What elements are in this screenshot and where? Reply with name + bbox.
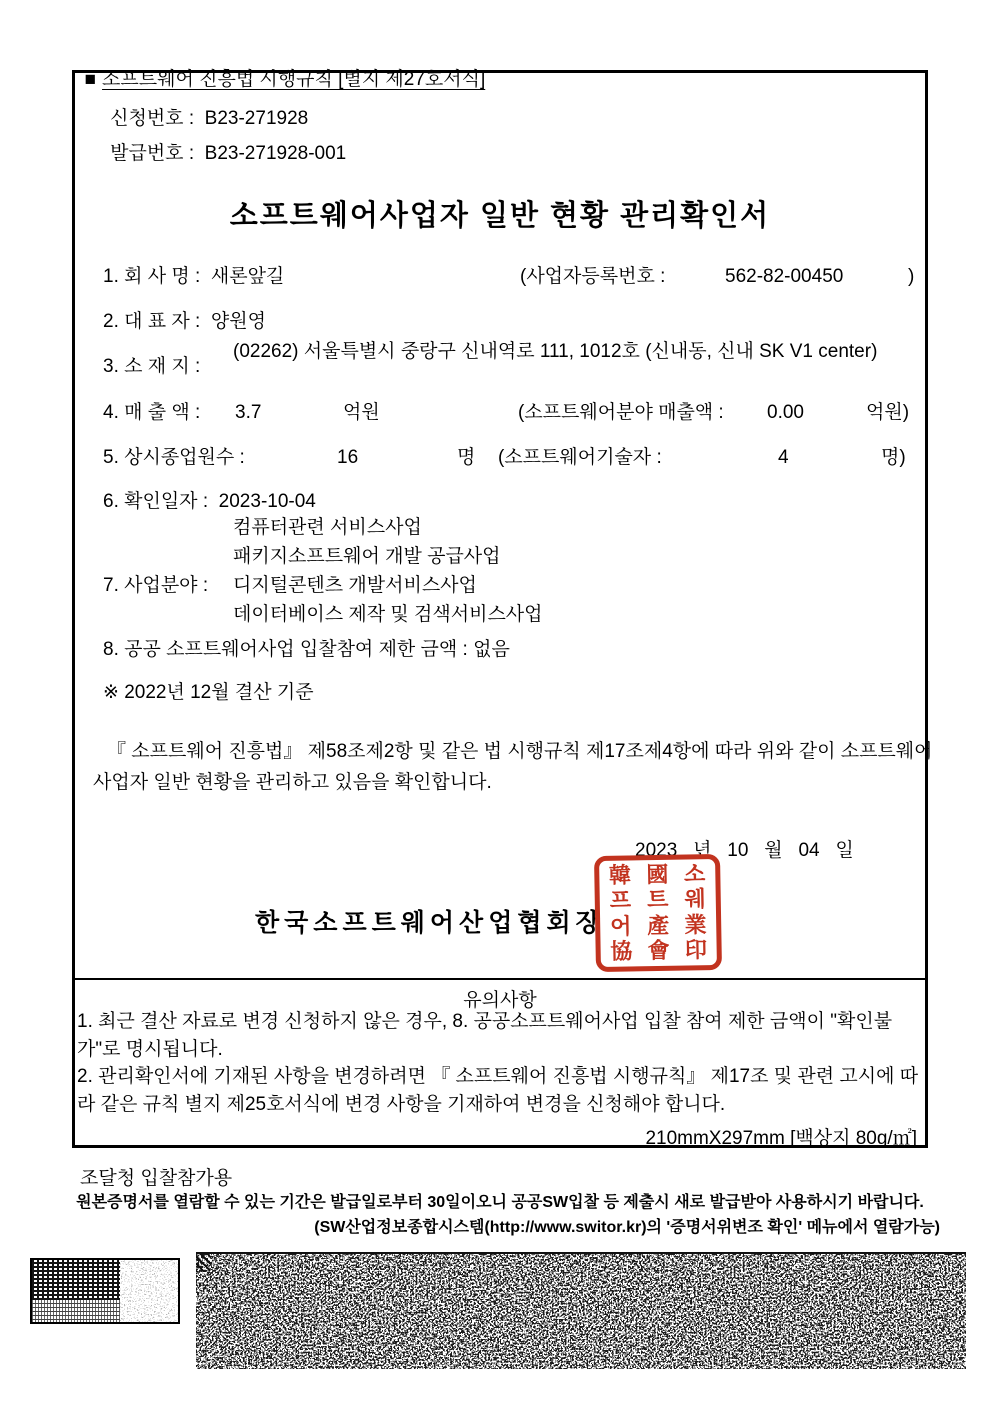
confirm-date-row: [103, 490, 316, 514]
sw-revenue-label: (소프트웨어분야 매출액 :: [518, 402, 724, 423]
employees-value: 16: [337, 447, 359, 468]
notice-item-1: 1. 최근 결산 자료로 변경 신청하지 않은 경우, 8. 공공소프트웨어사업 입찰 참여 제한 금액이 "확인불가"로 명시됩니다.: [77, 1011, 893, 1060]
business-field-line: 컴퓨터관련 서비스사업: [233, 517, 422, 538]
anti-copy-noise-band: [196, 1252, 966, 1369]
seal-glyph: 會: [647, 938, 670, 964]
address-label: 3. 소 재 지 :: [103, 356, 201, 377]
application-number-label: 신청번호 :: [110, 108, 195, 129]
company-label: 1. 회 사 명 : 새론앞길: [103, 266, 285, 287]
seal-glyph: 協: [610, 938, 633, 965]
confirmation-statement: 『 소프트웨어 진흥법』 제58조제2항 및 같은 법 시행규칙 제17조제4항에 따라 위와 같이 소프트웨어사업자 일반 현황을 관리하고 있음을 확인합니다.: [93, 741, 933, 793]
sw-revenue-unit: 억원): [866, 402, 910, 423]
revenue-unit: 억원: [343, 402, 380, 423]
issuer-name: 한국소프트웨어산업협회장: [255, 909, 605, 937]
bid-limit-row: 8. 공공 소프트웨어사업 입찰참여 제한 금액 : 없음: [103, 639, 510, 660]
business-reg-value: 562-82-00450: [725, 266, 844, 287]
confirm-date-label: 6. 확인일자 :: [103, 491, 209, 512]
sw-engineers-label: (소프트웨어기술자 :: [498, 447, 662, 468]
official-red-seal-stamp: [594, 854, 722, 972]
seal-glyph: 프: [609, 887, 632, 914]
seal-glyph: 어: [610, 913, 632, 939]
ceo-value: 양원영: [210, 311, 266, 332]
seal-glyph: 印: [684, 937, 708, 963]
sw-engineers-value: 4: [778, 447, 789, 468]
ceo-label: 2. 대 표 자 :: [103, 311, 201, 332]
hatch-mark-icon: [196, 1254, 210, 1272]
notice-heading: 유의사항: [463, 990, 537, 1011]
sw-engineers-unit: 명): [881, 447, 906, 468]
dense-barcode-pattern: [32, 1260, 120, 1300]
revenue-label: 4. 매 출 액 :: [103, 402, 201, 423]
business-reg-label: (사업자등록번호 :: [520, 266, 666, 287]
seal-glyph: 트: [646, 887, 669, 913]
document-title: 소프트웨어사업자 일반 현황 관리확인서: [229, 200, 771, 232]
basis-note: ※ 2022년 12월 결산 기준: [103, 682, 314, 703]
footer-line-1: 원본증명서를 열람할 수 있는 기간은 발급일로부터 30일이오니 공공SW입찰 등 제출시 새로 발급받아 사용하시기 바랍니다.: [76, 1194, 924, 1211]
address-value: (02262) 서울특별시 중랑구 신내역로 111, 1012호 (신내동, 신내 SK V1 center): [233, 341, 878, 362]
employees-unit: 명: [457, 447, 476, 468]
company-value: 새론앞길: [210, 266, 285, 287]
seal-glyph: 웨: [684, 886, 706, 912]
business-field-line: 데이터베이스 제작 및 검색서비스사업: [233, 604, 543, 625]
confirm-date-value: 2023-10-04: [218, 491, 316, 512]
revenue-value: 3.7: [235, 402, 262, 423]
issue-number-row: [89, 118, 346, 190]
verification-pattern-box: [30, 1258, 180, 1324]
issue-number-label: 발급번호 :: [110, 143, 195, 164]
notice-item-2: 2. 관리확인서에 기재된 사항을 변경하려면 『 소프트웨어 진흥법 시행규칙』 제17조 및 관련 고시에 따라 같은 규칙 별지 제25호서식에 변경 사항을 기재하여 변경을 신청해야 합니다.: [77, 1066, 919, 1115]
employees-label: 5. 상시종업원수 :: [103, 447, 245, 468]
business-fields-label: 7. 사업분야 :: [103, 575, 209, 596]
seal-glyph: 韓: [608, 862, 632, 888]
business-field-line: 디지털콘텐츠 개발서비스사업: [233, 575, 477, 596]
issue-number-value: B23-271928-001: [204, 143, 347, 164]
seal-glyph: 產: [646, 912, 670, 938]
sw-revenue-value: 0.00: [767, 402, 804, 423]
black-square-bullet-icon: ■: [84, 69, 97, 90]
seal-glyph: 國: [646, 861, 669, 887]
issue-date-line: 2023 년 10 월 04 일: [635, 840, 854, 861]
footer-notes: [60, 1190, 940, 1240]
usage-note: 조달청 입찰참가용: [80, 1168, 233, 1189]
seal-glyph: 소: [683, 861, 706, 887]
business-reg-close: ): [908, 266, 915, 287]
paper-spec: 210mmX297mm [백상지 80g/㎡]: [645, 1128, 917, 1149]
form-reference-text: 소프트웨어 진흥법 시행규칙 [별지 제27호서식]: [102, 69, 486, 90]
seal-glyph: 業: [684, 912, 707, 938]
notice-divider: [75, 978, 925, 980]
application-number-value: B23-271928: [204, 108, 309, 129]
faint-noise-area: [120, 1260, 178, 1322]
light-dash-pattern: [32, 1300, 120, 1324]
business-field-line: 패키지소프트웨어 개발 공급사업: [233, 546, 501, 567]
ceo-row: [103, 310, 266, 334]
footer-line-2: (SW산업정보종합시스템(http://www.switor.kr)의 '증명서위변조 확인' 메뉴에서 열람가능): [314, 1219, 940, 1236]
certificate-box: [72, 70, 933, 1149]
